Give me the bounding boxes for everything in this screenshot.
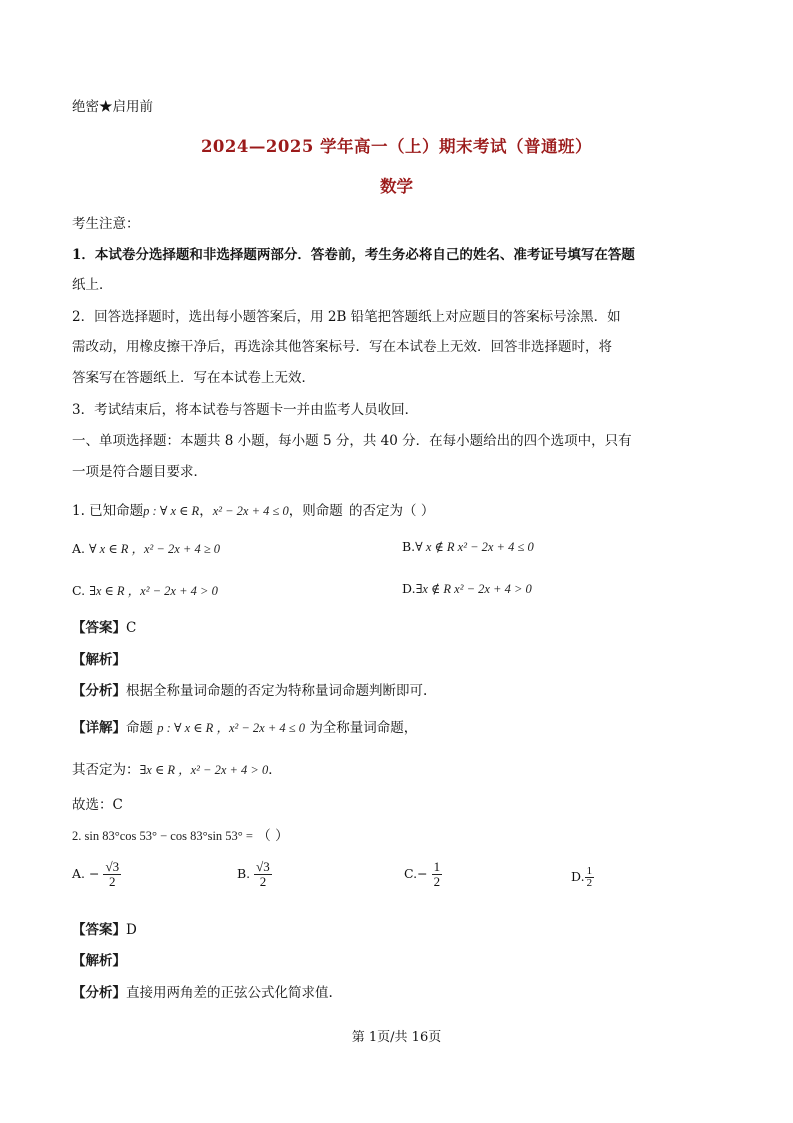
q2-option-c-den: 2 [433,874,441,889]
q1-jiexi-tag: 【解析】 [72,652,126,668]
q2-fenxi-text: 直接用两角差的正弦公式化简求值. [126,985,333,1001]
q2-option-b-den: 2 [259,874,267,889]
q2-option-d-den: 2 [586,877,593,889]
q1-option-c-math: ∃x ∈ R ，x² − 2x + 4 > 0 [89,584,218,598]
question-1-stem [72,499,434,519]
q1-negation-b: ． [268,762,282,778]
q1-xiangjie-a: 命题 [126,720,153,736]
q2-option-b [237,860,272,889]
q2-fenxi [72,981,333,1001]
q1-fenxi [72,679,427,699]
q2-stem-paren: （ ） [257,828,289,844]
confidential-label: 绝密★启用前 [72,99,153,115]
q1-option-c [72,581,218,599]
q2-answer [72,918,137,938]
q2-option-c-label: C. [404,866,418,881]
q2-option-a-den: 2 [109,874,116,889]
notice-item-1 [72,243,635,263]
q1-answer-value: C [126,620,137,636]
page-footer: 第 1页/共 16页 [351,1030,442,1045]
notice-heading: 考生注意： [72,216,140,232]
q2-option-b-label: B. [237,866,251,881]
q1-answer [72,616,136,636]
q1-option-a-math: ∀ x ∈ R ，x² − 2x + 4 ≥ 0 [89,542,221,556]
notice-item-2-cont-2: 答案写在答题纸上．写在本试卷上无效． [72,370,315,386]
q2-jiexi-tag: 【解析】 [72,953,126,969]
q1-option-b-math: ∀ x ∉ R x² − 2x + 4 ≤ 0 [415,540,534,554]
q1-option-d-label: D. [402,581,416,596]
q1-negation-a: 其否定为： [72,762,140,778]
notice-item-1-cont: 纸上． [72,277,113,293]
q1-option-d-math: ∃x ∉ R x² − 2x + 4 > 0 [415,582,532,596]
q2-option-a [72,860,121,889]
q1-fenxi-text: 根据全称量词命题的否定为特称量词命题判断即可. [126,683,428,699]
q1-option-a [72,539,220,557]
q1-fenxi-tag: 【分析】 [72,683,126,699]
exam-title: 2024—2025 学年高一（上）期末考试（普通班） [200,137,593,156]
question-2-stem [72,824,289,844]
notice-item-3: 3．考试结束后，将本试卷与答题卡一并由监考人员收回． [72,402,419,418]
q1-negation [72,758,282,778]
q1-option-b-label: B. [402,539,416,554]
q1-option-c-label: C. [72,583,86,598]
notice-item-1-line-1: 1．本试卷分选择题和非选择题两部分．答卷前，考生务必将自己的姓名、准考证号填写在答题 [72,247,635,263]
q1-option-b [402,539,534,555]
q1-inequality: x² − 2x + 4 ≤ 0 [212,504,289,518]
q1-jiexi [72,648,126,668]
q2-stem-math: 2. sin 83°cos 53° − cos 83°sin 53° = [72,829,253,843]
q2-option-a-fraction [103,860,121,889]
q2-option-c-fraction [432,860,443,889]
q1-p: p [342,504,350,518]
q2-option-a-label: A. [72,866,86,881]
notice-item-2: 2．回答选择题时，选出每小题答案后，用 2B 铅笔把答题纸上对应题目的答案标号涂黑．如 [72,309,621,325]
section-heading: 一、单项选择题：本题共 8 小题，每小题 5 分，共 40 分．在每小题给出的四个选项中，只有 [72,433,632,449]
q1-proposition: p : ∀ x ∈ R [143,504,200,518]
q1-comma: ， [199,503,213,519]
q2-option-d-fraction [585,866,595,889]
q1-prefix: 1. 已知命题 [72,503,144,519]
q1-xiangjie-math: p : ∀ x ∈ R ，x² − 2x + 4 ≤ 0 [157,721,306,735]
q1-answer-tag: 【答案】 [72,620,126,636]
q2-option-c-sign: − [417,866,428,881]
notice-item-2-cont-1: 需改动，用橡皮擦干净后，再选涂其他答案标号．写在本试卷上无效．回答非选择题时，将 [72,339,612,355]
q2-jiexi [72,949,126,969]
q2-option-b-num: √3 [256,859,270,874]
q2-option-d-label: D. [571,869,585,884]
q2-option-c-num: 1 [433,859,441,874]
q2-answer-value: D [126,922,137,938]
q2-option-c [404,860,442,889]
q1-suffix: 的否定为（ ） [349,503,435,519]
exam-subject: 数学 [380,177,413,196]
q2-option-b-fraction [254,860,272,889]
q1-mid: ，则命题 [288,503,343,519]
q1-choose: 故选：C [72,797,123,813]
q2-fenxi-tag: 【分析】 [72,985,126,1001]
q2-option-d [571,866,594,889]
q1-xiangjie-tag: 【详解】 [72,720,126,736]
q1-negation-math: ∃x ∈ R ，x² − 2x + 4 > 0 [139,763,269,777]
q1-xiangjie-b: 为全称量词命题， [309,720,418,736]
q1-option-d [402,581,532,597]
q1-option-a-label: A. [72,541,86,556]
q1-xiangjie [72,716,417,736]
q2-option-a-num: √3 [105,859,120,874]
q2-option-d-num: 1 [586,865,593,877]
section-heading-cont: 一项是符合题目要求． [72,464,207,480]
q2-option-a-sign: − [89,866,100,881]
q2-answer-tag: 【答案】 [72,922,126,938]
